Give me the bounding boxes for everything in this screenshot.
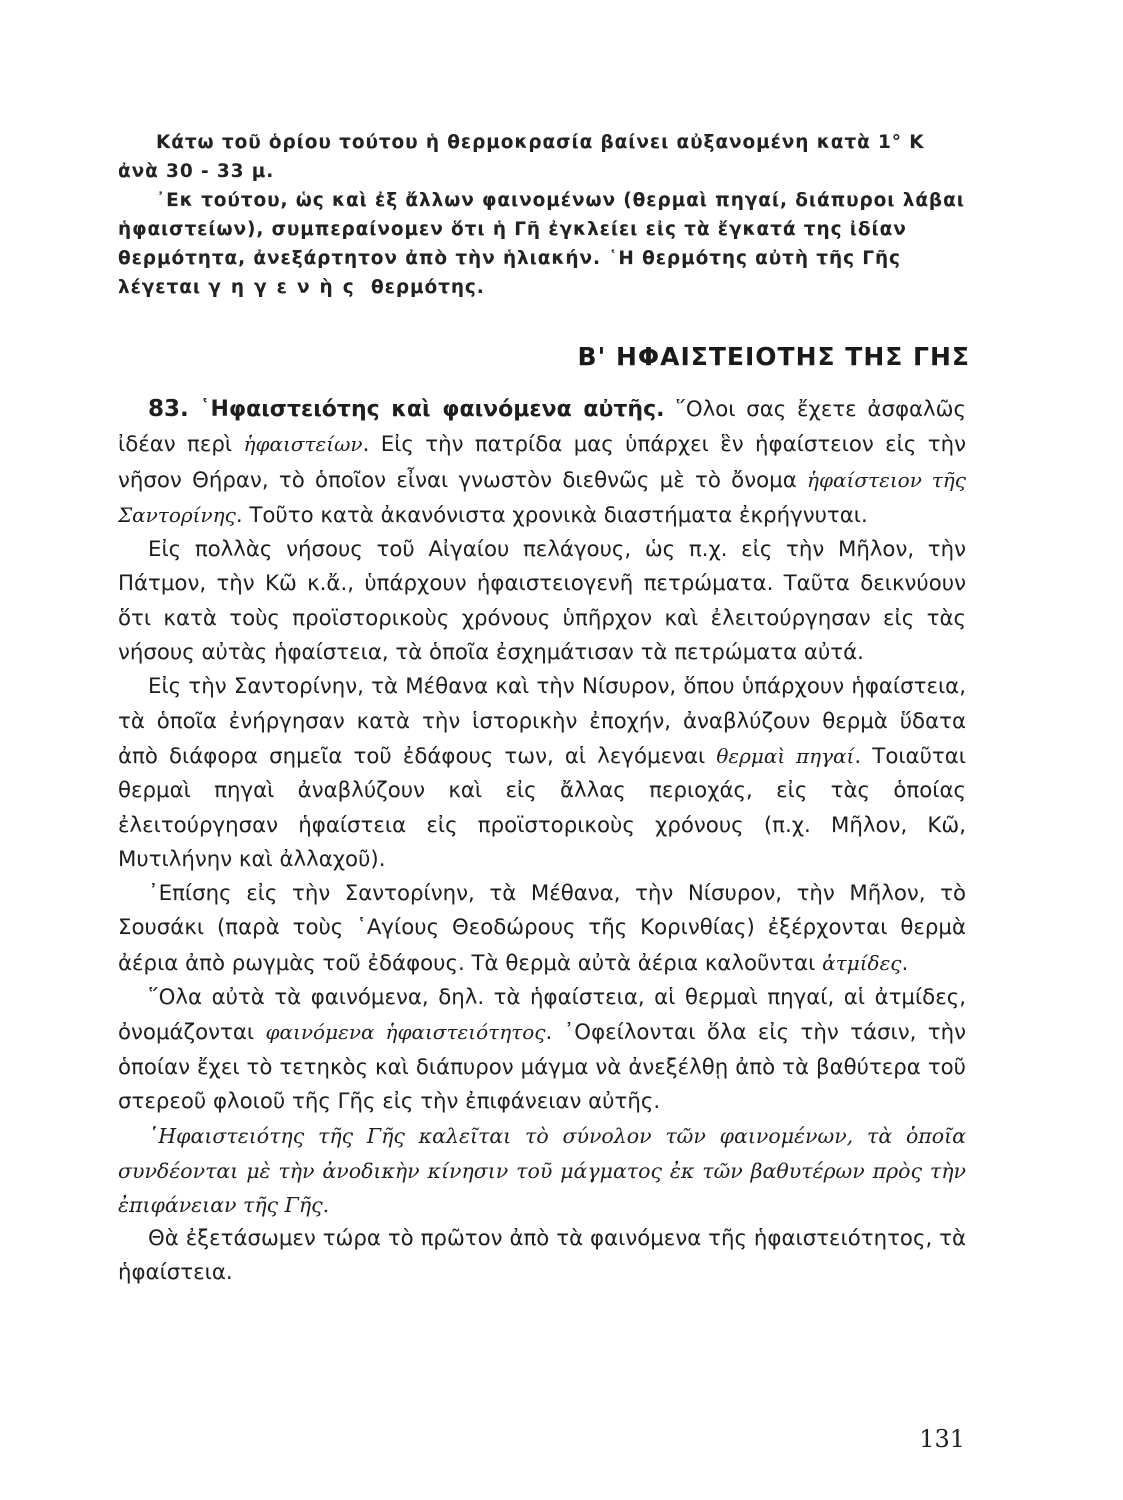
section-paragraph-7: Θὰ ἐξετάσωμεν τώρα τὸ πρῶτον ἀπὸ τὰ φαινόμενα τῆς ἡφαιστειότητος, τὰ ἡφαίστεια. [118, 1226, 966, 1286]
intro-p2-text-a: ᾿Εκ τούτου, ὡς καὶ ἐξ ἄλλων φαινομένων (θερμαὶ πηγαί, διάπυροι λάβαι ἡφαιστείων), συμπεραίνομεν ὅτι ἡ Γῆ ἐγκλείει εἰς τὰ ἔγκατά της ἰδίαν θερμότητα, ἀνεξάρτητον ἀπὸ τὴν ἡλιακήν. ῾Η θερμότης αὐτὴ τῆς Γῆς λέγεται [118, 190, 965, 298]
section-body [118, 392, 966, 1291]
section-paragraph-5 [118, 981, 966, 1119]
p1-text-c: . Τοῦτο κατὰ ἀκανόνιστα χρονικὰ διαστήματα ἐκρήγνυται. [235, 502, 868, 528]
p1-italic-1: ἡφαιστείων [243, 432, 363, 457]
p3-italic: θερμαὶ πηγαί [716, 743, 855, 768]
p3-text-b: . Τοιαῦται θερμαὶ πηγαὶ ἀναβλύζουν καὶ εἰς ἄλλας περιοχάς, εἰς τὰς ὁποίας ἐλειτούργησαν ἡφαίστεια εἰς προϊστορικοὺς χρόνους (π.χ. Μῆλον, Κῶ, Μυτιλήνην καὶ ἀλλαχοῦ). [118, 743, 966, 872]
p1-text-a: ῞Ολοι σας ἔχετε ἀσφαλῶς ἰδέαν περὶ [118, 397, 966, 458]
section-paragraph-4 [118, 877, 966, 981]
p3-text-a: Εἰς τὴν Σαντορίνην, τὰ Μέθανα καὶ τὴν Νίσυρον, ὅπου ὑπάρχουν ἡφαίστεια, τὰ ὁποῖα ἐνήργησαν κατὰ τὴν ἱστορικὴν ἐποχήν, ἀναβλύζουν θερμὰ ὕδατα ἀπὸ διάφορα σημεῖα τοῦ ἐδάφους των, αἱ λεγόμεναι [118, 674, 966, 769]
page-number: 131 [919, 1425, 965, 1453]
p1-text-b: . Εἰς τὴν πατρίδα μας ὑπάρχει ἓν ἡφαίστειον εἰς τὴν νῆσον Θήραν, τὸ ὁποῖον εἶναι γνωστὸν διεθνῶς μὲ τὸ ὄνομα [118, 432, 966, 493]
p4-text-b: . [901, 950, 909, 976]
intro-block [118, 128, 970, 302]
section-title: ῾Ηφαιστειότης καὶ φαινόμενα αὐτῆς. [199, 397, 665, 422]
p5-italic: φαινόμενα ἡφαιστειότητος [265, 1020, 546, 1045]
intro-p2-spaced-term: γηγενὴς [208, 277, 364, 298]
intro-p2-text-b: θερμότης. [371, 277, 485, 298]
section-paragraph-6-definition: ῾Ηφαιστειότης τῆς Γῆς καλεῖται τὸ σύνολον τῶν φαινομένων, τὰ ὁποῖα συνδέονται μὲ τὴν ἀνοδικὴν κίνησιν τοῦ μάγματος ἐκ τῶν βαθυτέρων πρὸς τὴν ἐπιφάνειαν τῆς Γῆς. [118, 1124, 966, 1217]
p4-text-a: ᾿Επίσης εἰς τὴν Σαντορίνην, τὰ Μέθανα, τὴν Νίσυρον, τὴν Μῆλον, τὸ Σουσάκι (παρὰ τοὺς ῾Αγίους Θεοδώρους τῆς Κορινθίας) ἐξέρχονται θερμὰ ἀέρια ἀπὸ ρωγμὰς τοῦ ἐδάφους. Τὰ θερμὰ αὐτὰ ἀέρια καλοῦνται [118, 881, 966, 976]
intro-paragraph-2 [118, 186, 970, 302]
p4-italic: ἀτμίδες [822, 950, 902, 975]
chapter-heading: Β' ΗΦΑΙΣΤΕΙΟΤΗΣ ΤΗΣ ΓΗΣ [577, 342, 970, 371]
section-paragraph-1 [118, 392, 966, 533]
p5-text-b: . ᾿Οφείλονται ὅλα εἰς τὴν τάσιν, τὴν ὁποίαν ἔχει τὸ τετηκὸς καὶ διάπυρον μάγμα νὰ ἀνεξέλθῃ ἀπὸ τὰ βαθύτερα τοῦ στερεοῦ φλοιοῦ τῆς Γῆς εἰς τὴν ἐπιφάνειαν αὐτῆς. [118, 1020, 966, 1114]
intro-paragraph-1: Κάτω τοῦ ὁρίου τούτου ἡ θερμοκρασία βαίνει αὐξανομένη κατὰ 1° Κ ἀνὰ 30 - 33 μ. [118, 132, 925, 182]
section-paragraph-2: Εἰς πολλὰς νήσους τοῦ Αἰγαίου πελάγους, ὡς π.χ. εἰς τὴν Μῆλον, τὴν Πάτμον, τὴν Κῶ κ.ἄ., ὑπάρχουν ἡφαιστειογενῆ πετρώματα. Ταῦτα δεικνύουν ὅτι κατὰ τοὺς προϊστορικοὺς χρόνους ὑπῆρχον καὶ ἐλειτούργησαν εἰς τὰς νήσους αὐτὰς ἡφαίστεια, τὰ ὁποῖα ἐσχημάτισαν τὰ πετρώματα αὐτά. [118, 537, 966, 666]
section-paragraph-3 [118, 670, 966, 877]
p1-italic-2: ἡφαίστειον τῆς Σαντορίνης [118, 467, 966, 527]
section-number: 83. [148, 396, 189, 422]
p5-text-a: ῞Ολα αὐτὰ τὰ φαινόμενα, δηλ. τὰ ἡφαίστεια, αἱ θερμαὶ πηγαί, αἱ ἀτμίδες, ὀνομάζονται [118, 985, 966, 1046]
